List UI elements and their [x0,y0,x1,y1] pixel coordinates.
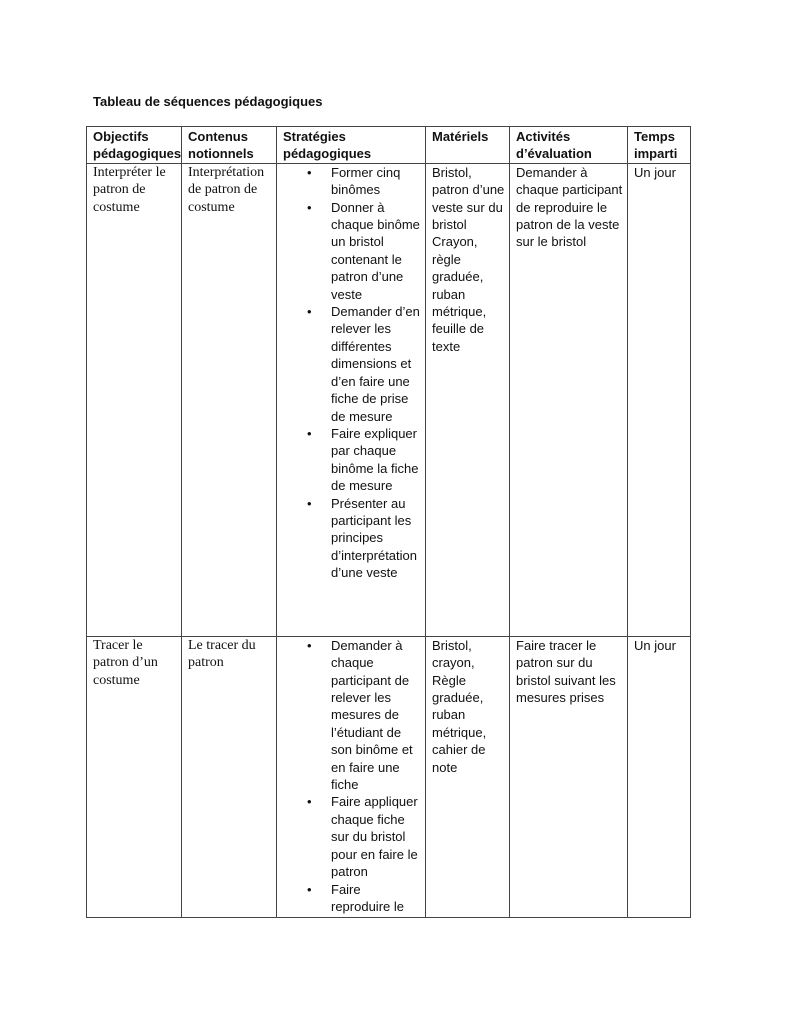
cell-strategies [277,636,426,917]
list-item: • Former cinq binômes [283,164,421,199]
header-materiels: Matériels [426,127,510,164]
header-temps: Temps imparti [628,127,691,164]
header-objectifs: Objectifs pédagogiques [87,127,182,164]
cell-temps: Un jour [628,636,691,917]
table-row [87,163,691,636]
list-item: • Faire reproduire le [283,881,421,916]
header-strategies: Stratégies pédagogiques [277,127,426,164]
header-contenus: Contenus notionnels [182,127,277,164]
cell-objectif: Interpréter le patron de costume [87,163,182,636]
cell-evaluation: Demander à chaque participant de reproduire le patron de la veste sur le bristol [510,163,628,636]
cell-temps: Un jour [628,163,691,636]
list-item: • Présenter au participant les principes d’interprétation d’une veste [283,495,421,582]
header-row [87,127,691,164]
cell-materiels: Bristol, crayon, Règle graduée, ruban métrique, cahier de note [426,636,510,917]
cell-objectif: Tracer le patron d’un costume [87,636,182,917]
list-item: • Faire appliquer chaque fiche sur du bristol pour en faire le patron [283,793,421,880]
document-title: Tableau de séquences pédagogiques [93,94,323,109]
list-item: • Donner à chaque binôme un bristol contenant le patron d’une veste [283,199,421,303]
strategies-list [283,637,421,916]
strategies-list [283,164,421,582]
cell-materiels: Bristol, patron d’une veste sur du bristol Crayon, règle graduée, ruban métrique, feuille de texte [426,163,510,636]
header-activites: Activités d’évaluation [510,127,628,164]
cell-strategies [277,163,426,636]
cell-evaluation: Faire tracer le patron sur du bristol suivant les mesures prises [510,636,628,917]
cell-contenu: Le tracer du patron [182,636,277,917]
sequence-table [86,126,691,918]
list-item: • Faire expliquer par chaque binôme la fiche de mesure [283,425,421,495]
list-item: • Demander à chaque participant de relever les mesures de l’étudiant de son binôme et en faire une fiche [283,637,421,794]
cell-contenu: Interprétation de patron de costume [182,163,277,636]
table-row [87,636,691,917]
list-item: • Demander d’en relever les différentes dimensions et d’en faire une fiche de prise de mesure [283,303,421,425]
